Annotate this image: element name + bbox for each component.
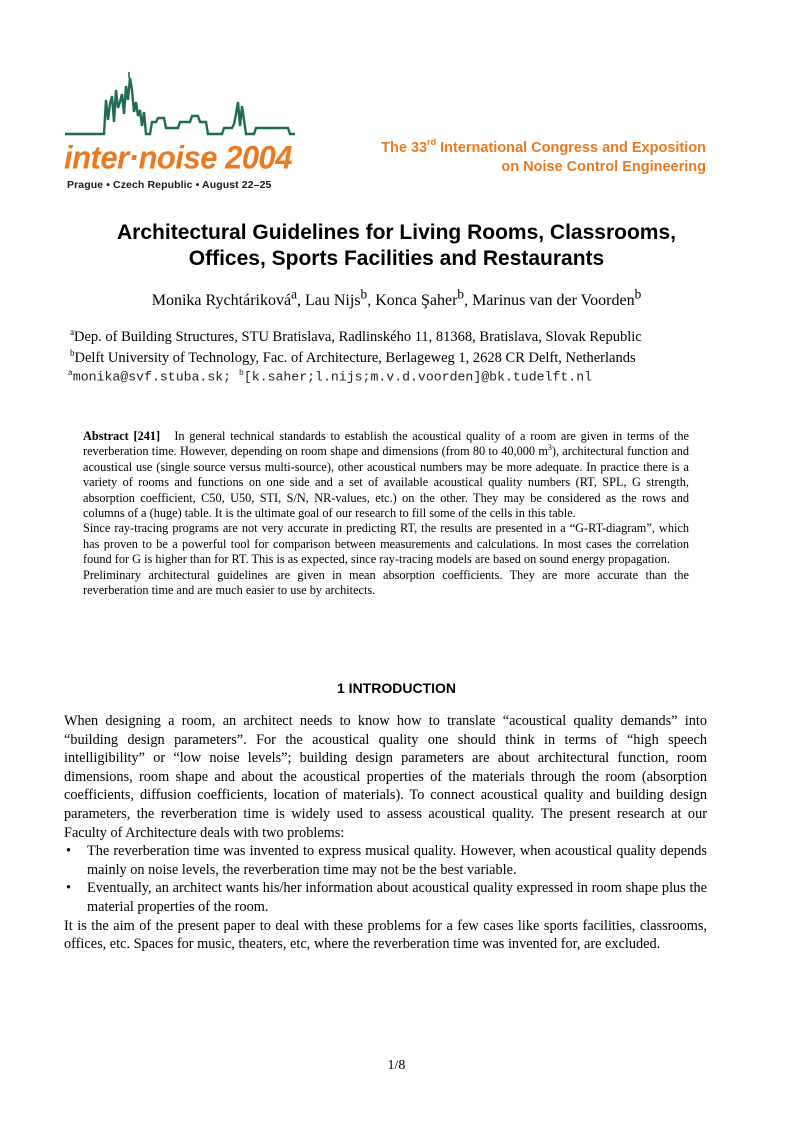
section-body: [64, 712, 707, 954]
affiliation-b: $^b$Delft University of Technology, Fac. of Architecture, Berlageweg 1, 2628 CR Delft, Netherlands: [70, 348, 636, 366]
list-item: • Eventually, an architect wants his/her information about acoustical quality expressed in room shape plus the material properties of the room.: [66, 880, 707, 915]
abstract: [83, 429, 689, 598]
section-heading: 1 INTRODUCTION: [337, 680, 456, 696]
abstract-paragraph-2: Since ray-tracing programs are not very accurate in predicting RT, the results are presented in a “G-RT-diagram”, which has proven to be a powerful tool for comparison between measurements and calculations. In most cases the correlation found for G is higher than for RT. This is as expected, since ray-tracing models are based on sound energy propagation.: [83, 521, 689, 567]
paper-title: [40, 220, 753, 272]
body-paragraph: It is the aim of the present paper to deal with these problems for a few cases like sports facilities, classrooms, offices, etc. Spaces for music, theaters, etc, where the reverberation time was invented for, are excluded.: [64, 917, 707, 953]
page-number: 1/8: [387, 1058, 406, 1073]
author: Marinus van der Voorden$^b$: [472, 287, 642, 310]
author: Monika Rychtáriková$^a$,: [151, 287, 305, 310]
paper-title-line-1: Architectural Guidelines for Living Rooms, Classrooms,: [117, 221, 676, 244]
congress-line-2: on Noise Control Engineering: [501, 159, 706, 175]
bullet-list: [64, 842, 707, 916]
author: Konca Şaher$^b$,: [375, 287, 473, 310]
abstract-paragraph-3: Preliminary architectural guidelines are given in mean absorption coefficients. They are more accurate than the reverberation time and are much easier to use by architects.: [83, 567, 689, 598]
bullet-icon: •: [66, 843, 72, 860]
affiliation-a: $^a$Dep. of Building Structures, STU Bratislava, Radlinského 11, 81368, Bratislava, Slovak Republic: [70, 327, 642, 345]
conference-logo-subtitle: Prague • Czech Republic • August 22–25: [67, 179, 272, 191]
author-emails: $^a$monika@svf.stuba.sk; $^b$[k.saher;l.nijs;m.v.d.voorden]@bk.tudelft.nl: [68, 369, 593, 385]
body-paragraph: When designing a room, an architect needs to know how to translate “acoustical quality demands” into “building design parameters”. For the acoustical quality one should think in terms of “high speech intelligibility” or “low noise levels”; building design parameters are about architectural function, room dimensions, room shape and about the acoustical properties of the materials through the room (absorption coefficients, diffusion coefficients, location of materials). To connect acoustical quality and building design parameters, the reverberation time is widely used to assess acoustical quality. The present research at our Faculty of Architecture deals with two problems:: [64, 713, 707, 841]
author-list: [40, 287, 753, 310]
congress-line-1: The 33rd International Congress and Exposition: [381, 137, 706, 156]
bullet-icon: •: [66, 880, 72, 897]
paper-title-line-2: Offices, Sports Facilities and Restaurants: [188, 247, 605, 270]
list-item: • The reverberation time was invented to express musical quality. However, when acoustical quality depends mainly on noise levels, the reverberation time may not be the best variable.: [66, 843, 707, 878]
email-a: monika@svf.stuba.sk;: [72, 369, 240, 385]
author: Lau Nijs$^b$,: [305, 287, 376, 310]
abstract-paragraph-1: Abstract [241] In general technical standards to establish the acoustical quality of a room are given in terms of the reverberation time. However, depending on room shape and dimensions (from 80 to 40,000 $m^3$), architectural function and acoustical use (single source versus multi-source), other acoustical numbers may be more adequate. In practice there is a variety of rooms and functions on one side and a set of available acoustical quality numbers (RT, SPL, G strength, absorption coefficient, C50, U50, STI, S/N, NR-values, etc.) on the other. They may be considered as the rows and columns of a (huge) table. It is the ultimate goal of our research to fill some of the cells in this table.: [83, 429, 689, 521]
abstract-label: Abstract [241]: [83, 429, 161, 443]
conference-logo: [60, 72, 300, 197]
conference-logo-title: inter·noise 2004: [64, 138, 293, 177]
congress-header: [381, 139, 706, 177]
email-b: [k.saher;l.nijs;m.v.d.voorden]@bk.tudelft.nl: [243, 369, 593, 385]
